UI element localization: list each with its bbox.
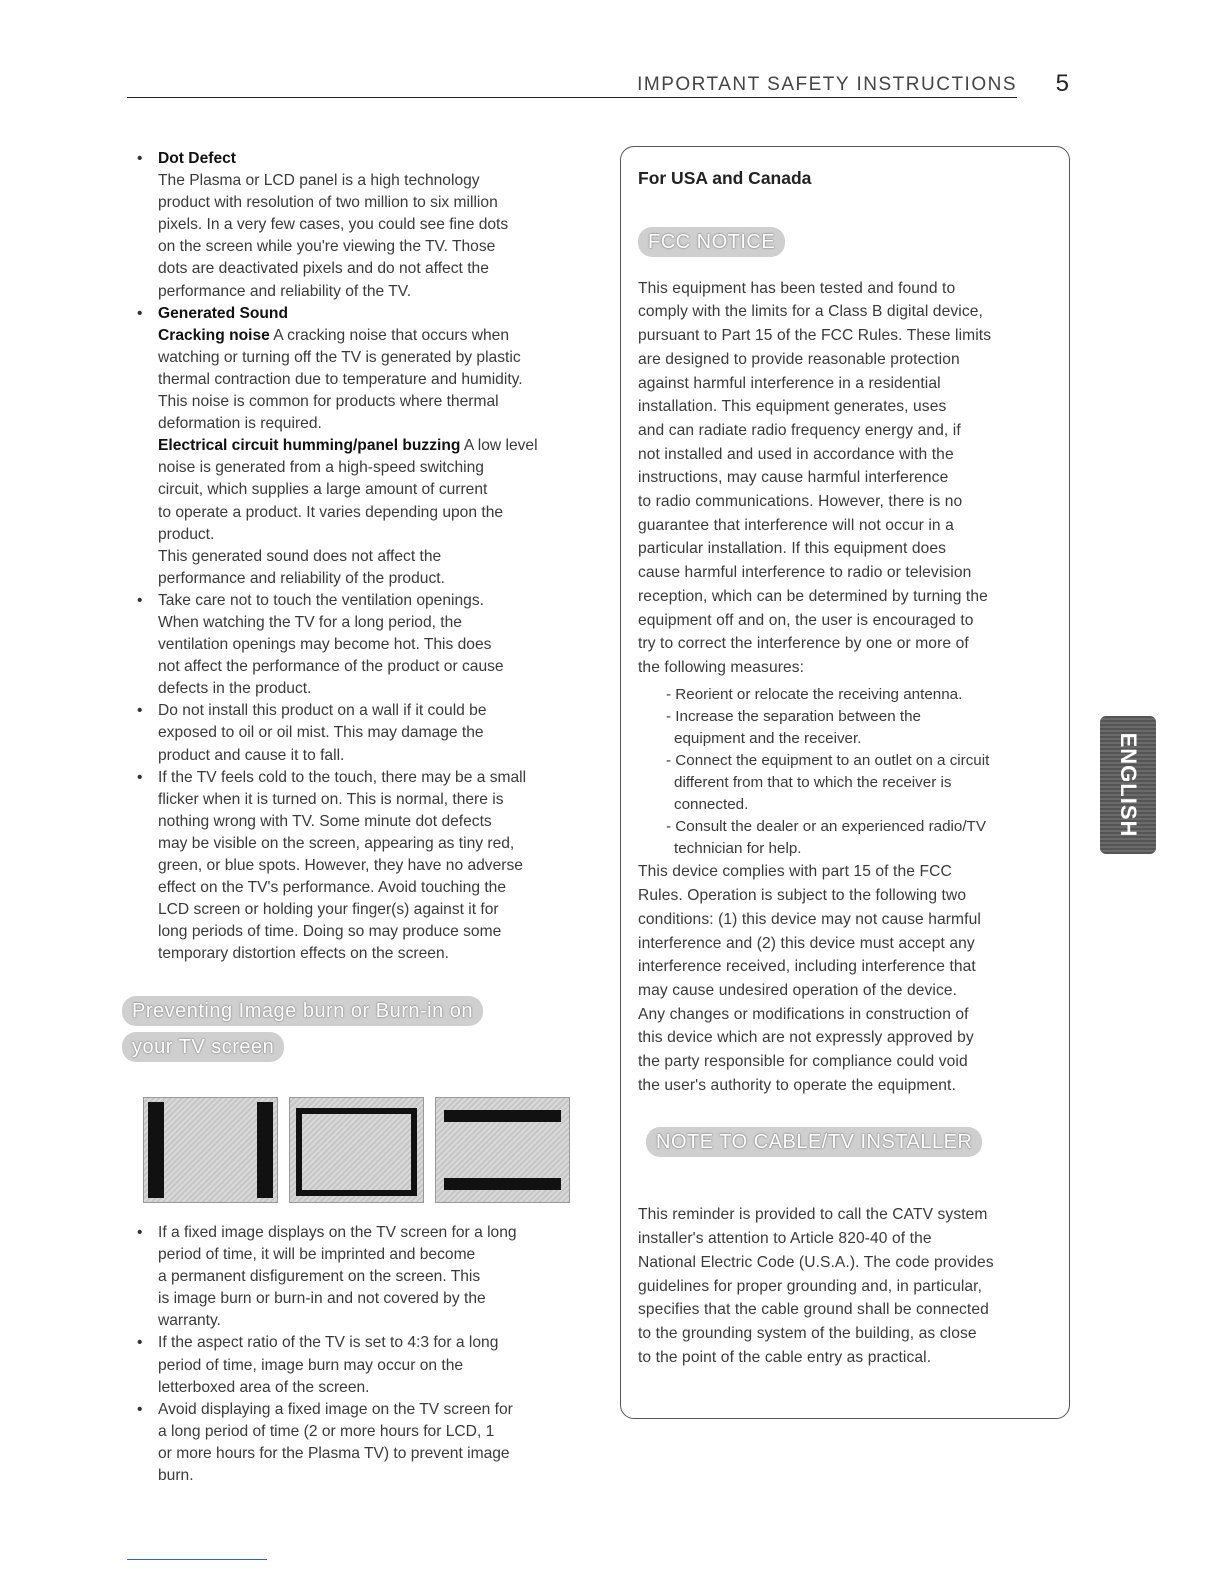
burn-in-heading-line1: Preventing Image burn or Burn-in on (122, 996, 483, 1026)
measure-item: - Connect the equipment to an outlet on a circuit different from that to which the receiver is connected. (666, 751, 990, 814)
humming-label: Electrical circuit humming/panel buzzing (158, 437, 461, 455)
bullet-fixed-image: • If a fixed image displays on the TV screen for a long period of time, it will be imprinted and become a permanent disfigurement on the screen. This is image burn or burn-in and not covered by the warranty. (131, 1222, 571, 1332)
bullet-generated-sound (131, 303, 576, 590)
dot-defect-text: The Plasma or LCD panel is a high technology product with resolution of two million to six million pixels. In a very few cases, you could see fine dots on the screen while you're viewing the TV. Those dots are deactivated pixels and do not affect the performance and reliability of the TV. (158, 172, 509, 300)
burn-in-heading-line2: your TV screen (122, 1032, 284, 1062)
cable-installer-text: This reminder is provided to call the CATV system installer's attention to Article 820-40 of the National Electric Code (U.S.A.). The code provides guidelines for proper grounding and, in particular, specifies that the cable ground shall be connected to the grounding system of the building, as close to the point of the cable entry as practical. (638, 1206, 994, 1366)
humming-text: A low level noise is generated from a high-speed switching circuit, which supplies a large amount of current to operate a product. It varies depending upon the product. (158, 437, 538, 543)
header-rule (127, 97, 1017, 98)
measure-item: - Increase the separation between the equipment and the receiver. (666, 707, 921, 747)
bullet-cold: • If the TV feels cold to the touch, there may be a small flicker when it is turned on. This is normal, there is nothing wrong with TV. Some minute dot defects may be visible on the screen, appearing as tiny red, green, or blue spots. However, they have no adverse effect on the TV's performance. Avoid touching the LCD screen or holding your finger(s) against it for long periods of time. Doing so may produce some temporary distortion effects on the screen. (131, 767, 576, 966)
aspect-ratio-illustrations (143, 1097, 573, 1201)
measure-item: - Consult the dealer or an experienced radio/TV technician for help. (666, 818, 986, 858)
language-tab-label: ENGLISH (1116, 732, 1141, 838)
bullet-oil: • Do not install this product on a wall if it could be exposed to oil or oil mist. This may damage the product and cause it to fall. (131, 700, 576, 766)
language-tab (1100, 716, 1156, 854)
pillarbox-illustration (143, 1097, 278, 1203)
cracking-noise-text: A cracking noise that occurs when watching or turning off the TV is generated by plastic thermal contraction due to temperature and humidity. This noise is common for products where thermal deformation is required. (158, 326, 523, 433)
header-title: IMPORTANT SAFETY INSTRUCTIONS (637, 74, 1017, 95)
fcc-notice-text: This equipment has been tested and found to comply with the limits for a Class B digital device, pursuant to Part 15 of the FCC Rules. These limits are designed to provide reasonable protection against harmful interference in a residential installation. This equipment generates, uses and can radiate radio frequency energy and, if not installed and used in accordance with the instructions, may cause harmful interference to radio communications. However, there is no guarantee that interference will not occur in a particular installation. If this equipment does cause harmful interference to radio or television reception, which can be determined by turning the equipment off and on, the user is encouraged to try to correct the interference by one or more of the following measures: (638, 279, 992, 676)
generated-sound-title: • Generated Sound (158, 304, 288, 322)
fcc-notice-box (620, 146, 1070, 1419)
cracking-noise-paragraph (158, 325, 576, 435)
page-header (127, 62, 1069, 100)
left-column-bottom (131, 1222, 571, 1487)
measure-item: - Reorient or relocate the receiving antenna. (666, 685, 963, 703)
footer-rule (127, 1559, 267, 1560)
bullet-aspect-ratio: • If the aspect ratio of the TV is set to 4:3 for a long period of time, image burn may occur on the letterboxed area of the screen. (131, 1332, 571, 1398)
dot-defect-title: • Dot Defect (158, 150, 236, 167)
interference-measures (638, 684, 1056, 861)
humming-paragraph (158, 435, 576, 545)
bullet-avoid-fixed-image: • Avoid displaying a fixed image on the TV screen for a long period of time (2 or more hours for LCD, 1 or more hours for the Plasma TV) to prevent image burn. (131, 1399, 571, 1487)
bullet-ventilation: • Take care not to touch the ventilation openings. When watching the TV for a long period, the ventilation openings may become hot. This does not affect the performance of the product or cause defects in the product. (131, 590, 576, 700)
letterbox-illustration (435, 1097, 570, 1203)
windowbox-illustration (289, 1097, 424, 1203)
left-column-top (131, 148, 576, 965)
bullet-dot-defect (131, 148, 576, 303)
cracking-noise-label: Cracking noise (158, 326, 270, 344)
cable-installer-heading: NOTE TO CABLE/TV INSTALLER (646, 1127, 982, 1157)
part15-text: This device complies with part 15 of the FCC Rules. Operation is subject to the following two conditions: (1) this device may not cause harmful interference and (2) this device must accept any interference received, including interference that may cause undesired operation of the device. Any changes or modifications in construction of this device which are not expressly approved by the party responsible for compliance could void the user's authority to operate the equipment. (638, 863, 981, 1094)
fcc-notice-heading: FCC NOTICE (638, 227, 785, 257)
box-subtitle: For USA and Canada (638, 168, 812, 188)
generated-sound-closing: This generated sound does not affect the performance and reliability of the product. (158, 547, 445, 587)
burn-in-heading (122, 996, 522, 1068)
page-number: 5 (1055, 70, 1069, 97)
